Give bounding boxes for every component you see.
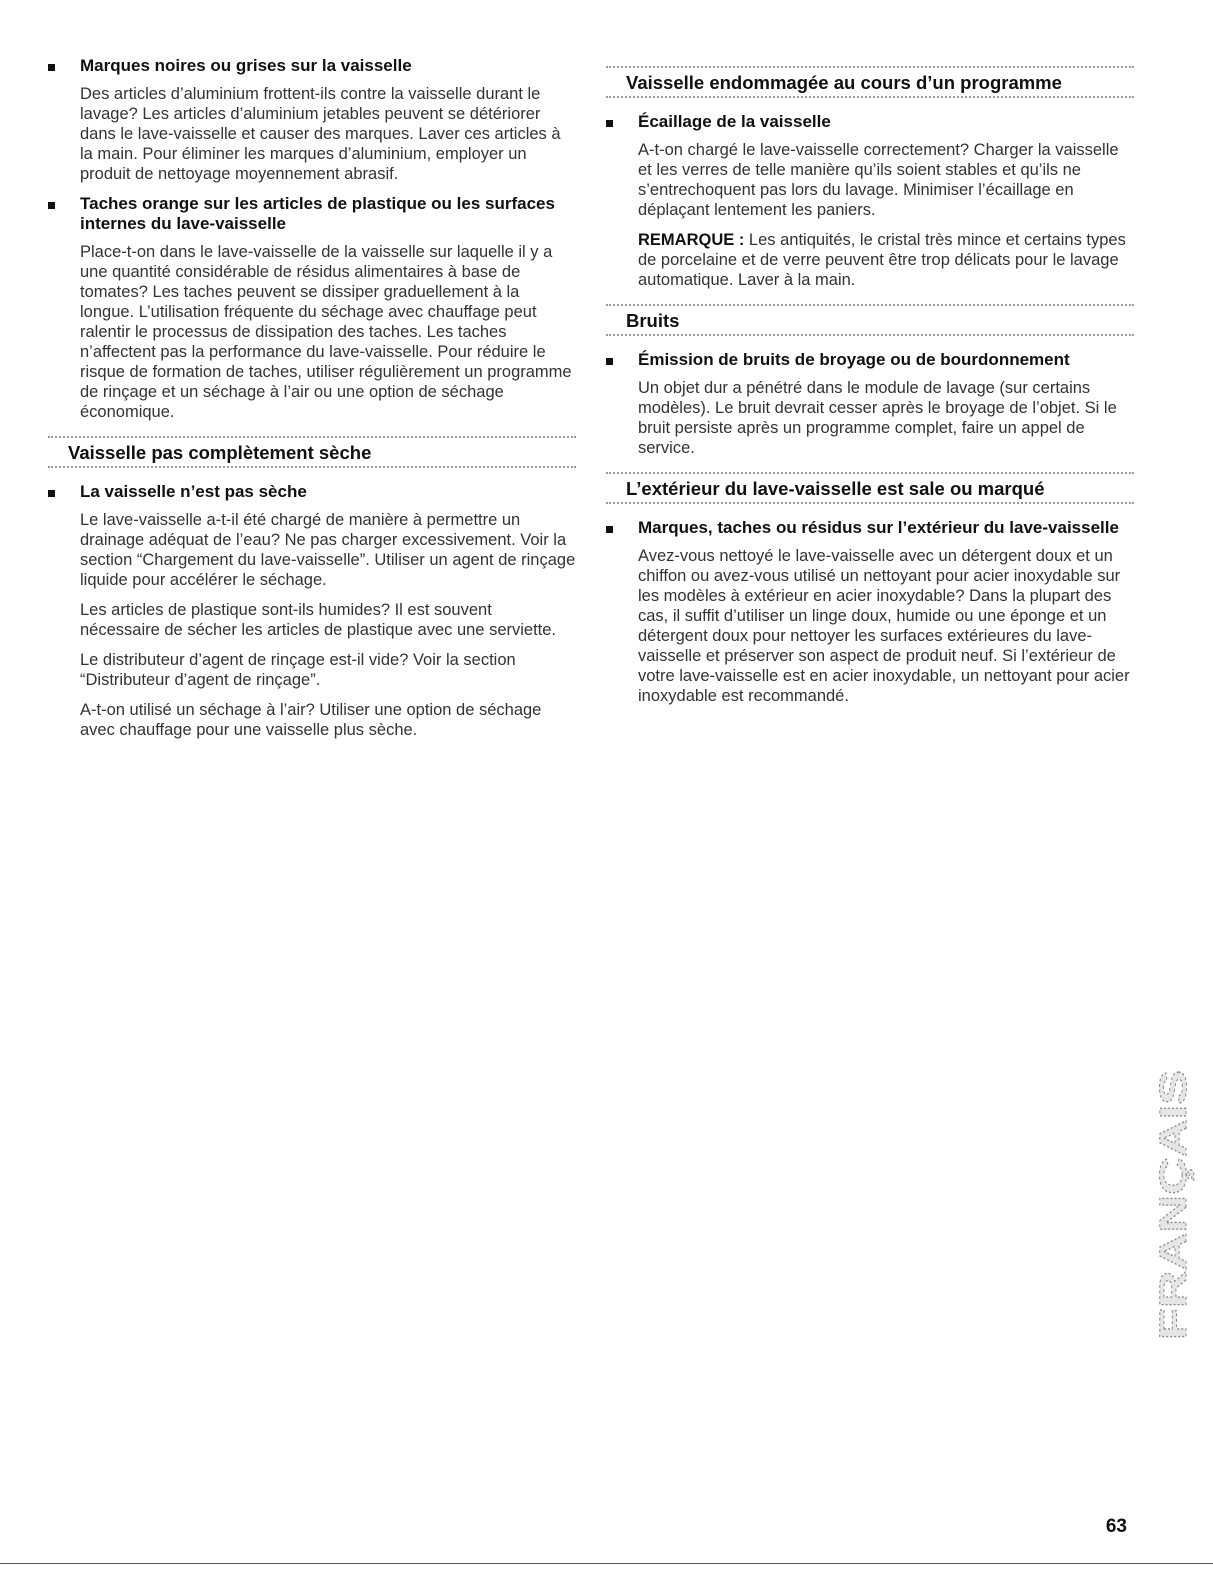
bullet-square-icon	[606, 526, 613, 533]
bullet-square-icon	[48, 490, 55, 497]
language-side-tab	[1150, 1068, 1196, 1342]
item-paragraph: Place-t-on dans le lave-vaisselle de la vaisselle sur laquelle il y a une quantité considérable de résidus alimentaires à base de tomates? Les taches peuvent se dissiper graduellement à la longue. L’utilisation fréquente du séchage avec chauffage peut ralentir le processus de dissipation des taches. Les taches n’affectent pas la performance du lave-vaisselle. Pour réduire le risque de formation de taches, utiliser régulièrement un programme de rinçage et un séchage à l’air ou une option de séchage économique.	[80, 243, 572, 421]
troubleshoot-item-noise	[606, 350, 1134, 458]
item-paragraph: Un objet dur a pénétré dans le module de lavage (sur certains modèles). Le bruit devrait cesser après le broyage de l’objet. Si le bruit persiste après un programme complet, faire un appel de service.	[638, 379, 1117, 457]
bullet-square-icon	[48, 202, 55, 209]
section-title: L’extérieur du lave-vaisselle est sale ou marqué	[626, 478, 1045, 499]
bullet-square-icon	[606, 120, 613, 127]
bullet-square-icon	[606, 358, 613, 365]
side-tab-label: FRANÇAIS	[1153, 1143, 1195, 1340]
item-paragraph: Avez-vous nettoyé le lave-vaisselle avec un détergent doux et un chiffon ou avez-vous utilisé un nettoyant pour acier inoxydable sur les modèles à extérieur en acier inoxydable? Dans la plupart des cas, il suffit d’utiliser un linge doux, humide ou une éponge et un détergent doux pour nettoyer les surfaces extérieures du lave-vaisselle et préserver son aspect de produit neuf. Si l’extérieur de votre lave-vaisselle est en acier inoxydable, un nettoyant pour acier inoxydable est recommandé.	[638, 547, 1130, 705]
section-header	[606, 472, 1134, 504]
item-title: Écaillage de la vaisselle	[638, 112, 831, 131]
troubleshoot-item-not-dry	[48, 482, 576, 740]
item-paragraph: Le distributeur d’agent de rinçage est-il vide? Voir la section “Distributeur d’agent de rinçage”.	[80, 651, 516, 689]
item-title: Émission de bruits de broyage ou de bourdonnement	[638, 350, 1070, 369]
item-paragraph: A-t-on chargé le lave-vaisselle correctement? Charger la vaisselle et les verres de telle manière qu’ils soient stables et qu’ils ne s’entrechoquent pas lors du lavage. Minimiser l’écaillage en déplaçant lentement les paniers.	[638, 141, 1119, 219]
section-rule-bottom	[606, 96, 1134, 98]
section-header	[606, 304, 1134, 336]
left-column	[48, 56, 576, 750]
item-paragraph: Les articles de plastique sont-ils humides? Il est souvent nécessaire de sécher les articles de plastique avec une serviette.	[80, 601, 557, 639]
item-paragraph: A-t-on utilisé un séchage à l’air? Utiliser une option de séchage avec chauffage pour une vaisselle plus sèche.	[80, 701, 542, 739]
note-paragraph	[638, 230, 1134, 290]
section-rule-bottom	[48, 466, 576, 468]
section-title: Bruits	[626, 310, 680, 331]
item-paragraph: Le lave-vaisselle a-t-il été chargé de manière à permettre un drainage adéquat de l’eau? Ne pas charger excessivement. Voir la section “Chargement du lave-vaisselle”. Utiliser un agent de rinçage liquide pour accélérer le séchage.	[80, 511, 576, 589]
section-header	[606, 66, 1134, 98]
right-column	[606, 56, 1134, 716]
page-number: 63	[1105, 1516, 1127, 1537]
section-rule-bottom	[606, 334, 1134, 336]
item-title: Marques noires ou grises sur la vaisselle	[80, 56, 412, 75]
section-header	[48, 436, 576, 468]
troubleshoot-item-exterior-marks	[606, 518, 1134, 706]
item-title: Marques, taches ou résidus sur l’extérieur du lave-vaisselle	[638, 518, 1119, 537]
section-rule-bottom	[606, 502, 1134, 504]
note-label: REMARQUE :	[638, 231, 745, 249]
section-title: Vaisselle pas complètement sèche	[68, 442, 372, 463]
item-title: Taches orange sur les articles de plastique ou les surfaces internes du lave-vaisselle	[80, 194, 555, 233]
section-title: Vaisselle endommagée au cours d’un programme	[626, 72, 1062, 93]
troubleshoot-item-chipping	[606, 112, 1134, 290]
note-text: Les antiquités, le cristal très mince et certains types de porcelaine et de verre peuvent être trop délicats pour le lavage automatique. Laver à la main.	[638, 231, 1126, 289]
bottom-rule	[0, 1563, 1213, 1564]
item-title: La vaisselle n’est pas sèche	[80, 482, 307, 501]
item-paragraph: Des articles d’aluminium frottent-ils contre la vaisselle durant le lavage? Les articles d’aluminium jetables peuvent se détériorer dans le lave-vaisselle et causer des marques. Laver ces articles à la main. Pour éliminer les marques d’aluminium, employer un produit de nettoyage moyennement abrasif.	[80, 85, 561, 183]
troubleshoot-item-orange-stains	[48, 194, 576, 422]
bullet-square-icon	[48, 64, 55, 71]
troubleshoot-item-black-marks	[48, 56, 576, 184]
